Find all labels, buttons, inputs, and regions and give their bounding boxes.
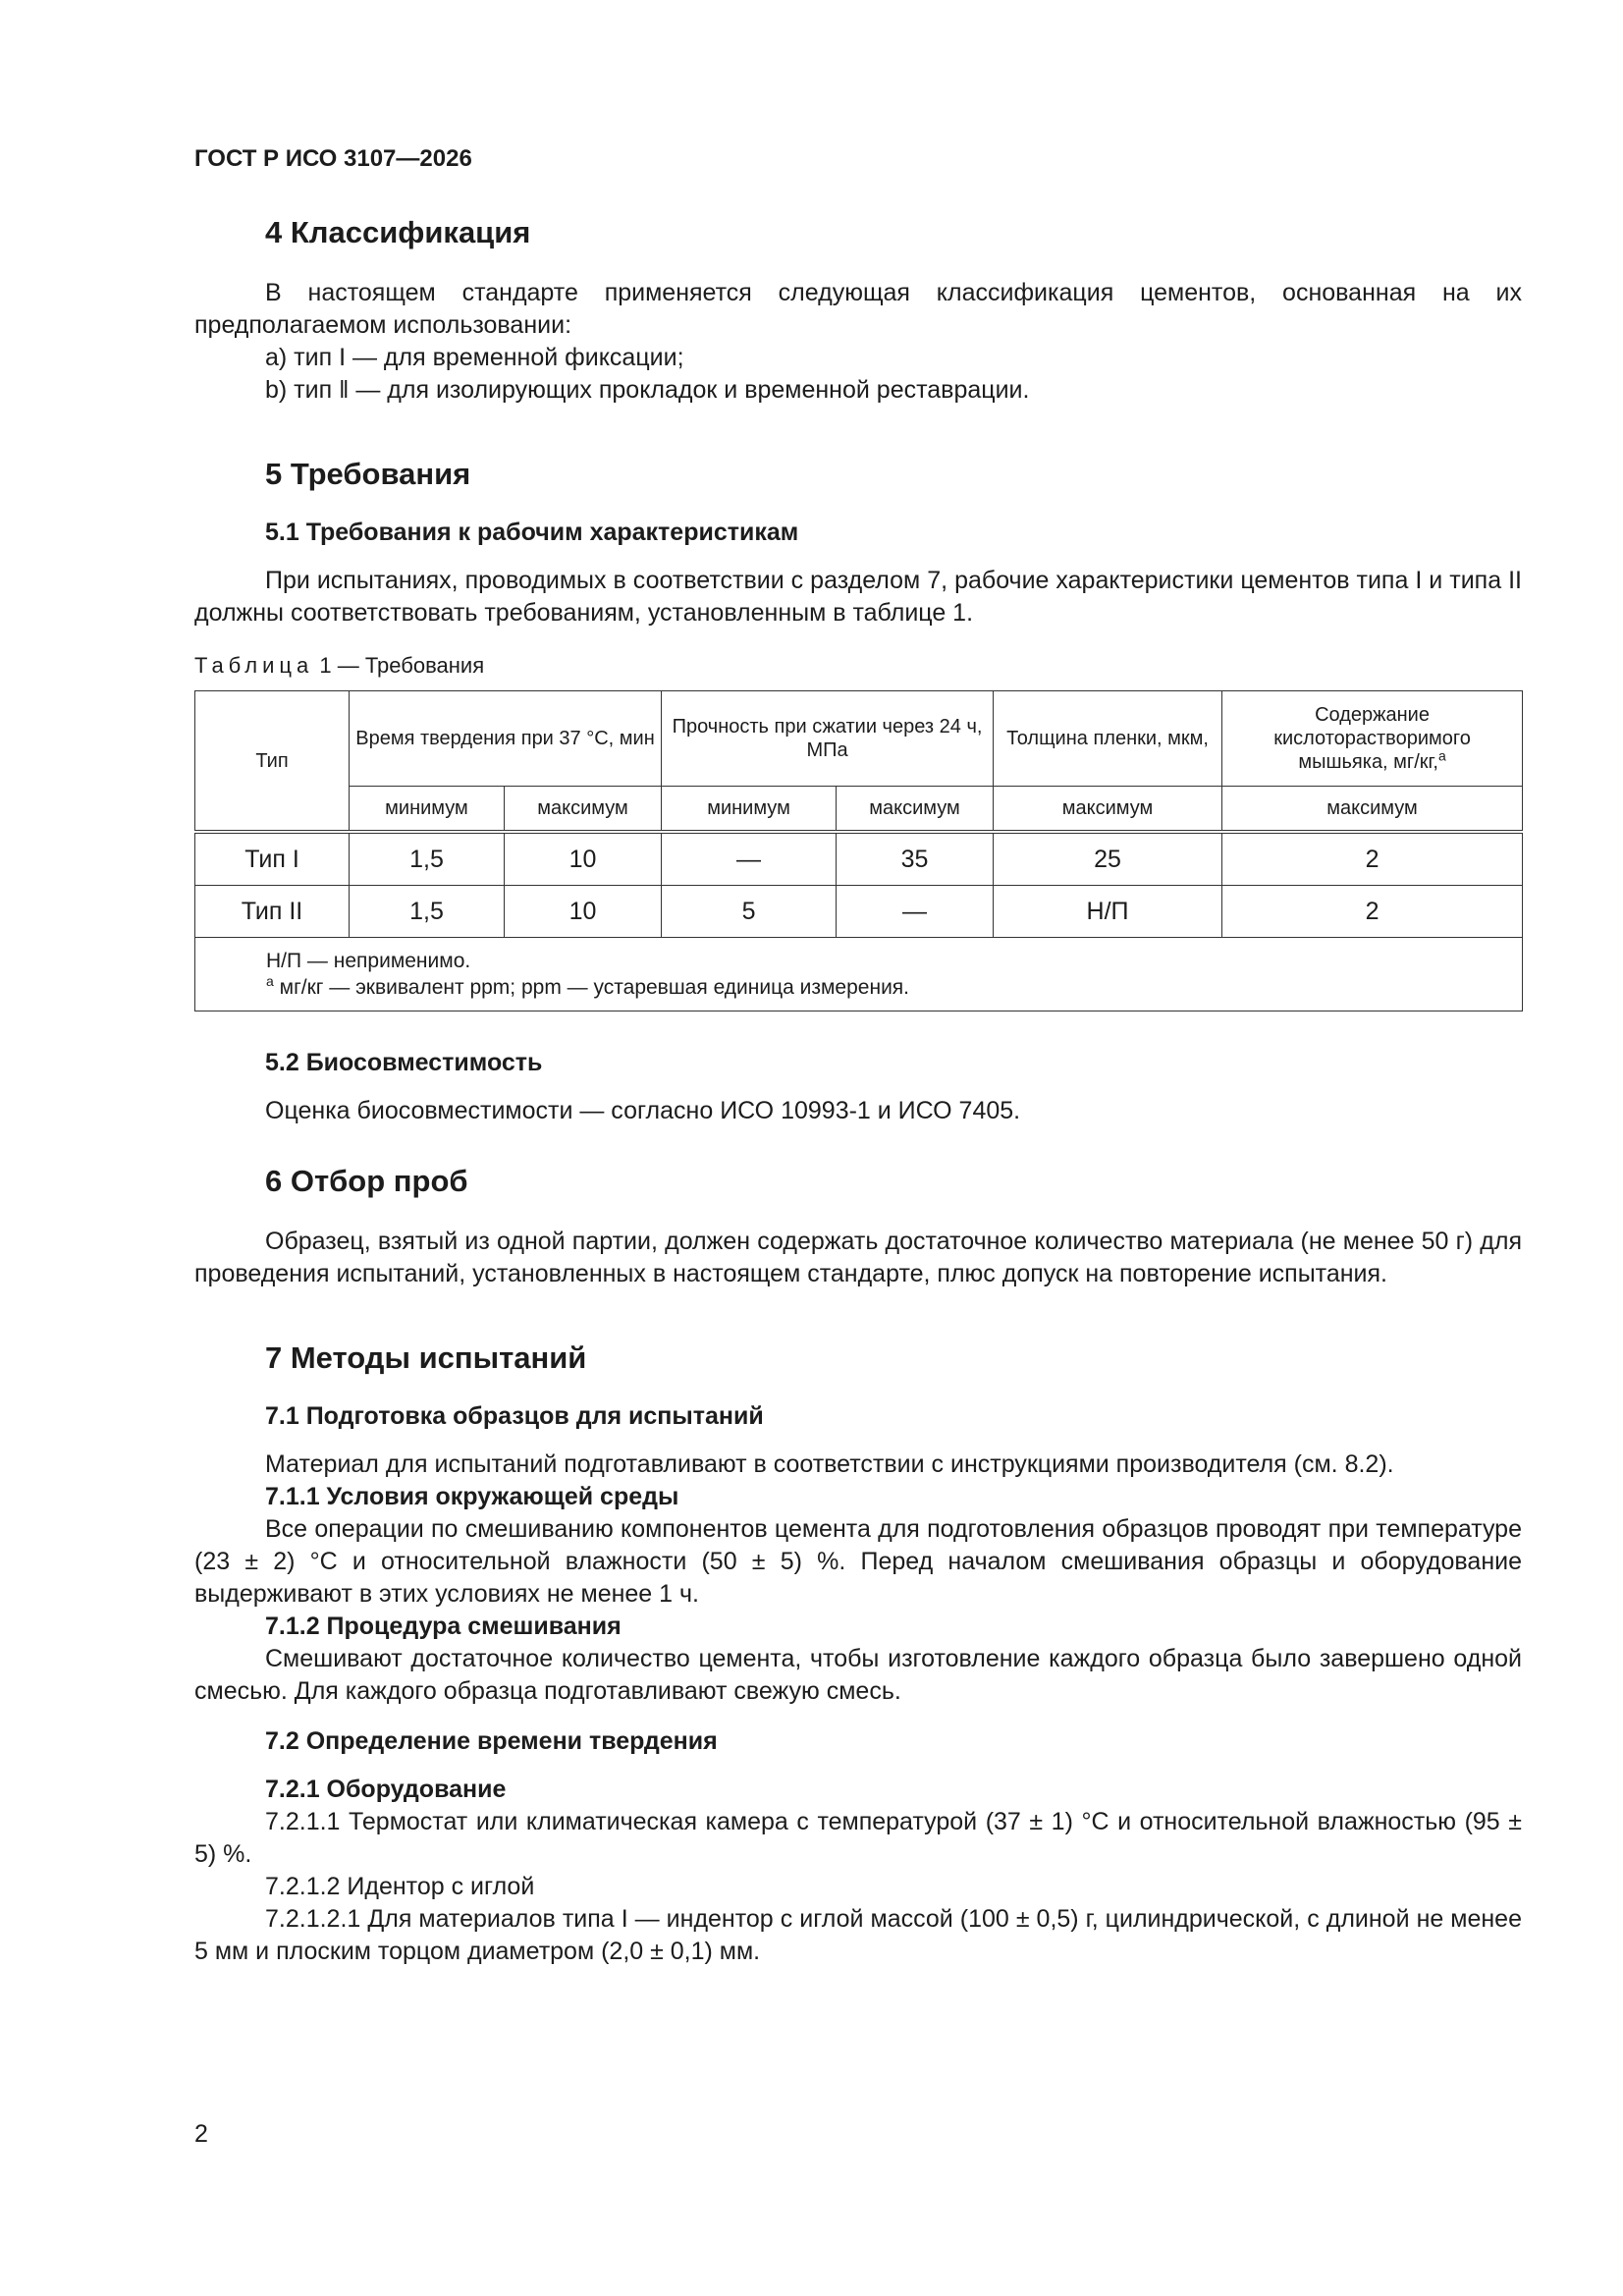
page-number: 2 (194, 2120, 208, 2148)
section-7-1-text: Материал для испытаний подготавливают в соответствии с инструкциями производителя (см. 8.2). (265, 1450, 1394, 1479)
document-id-header: ГОСТ Р ИСО 3107—2026 (194, 145, 472, 172)
subheader-setting-max: максимум (505, 787, 662, 833)
document-page (194, 147, 1522, 1968)
paragraph-7-2-1-2: 7.2.1.2 Идентор с иглой (265, 1872, 535, 1900)
classification-item-b: b) тип ‖ — для изолирующих прокладок и временной реставрации. (265, 376, 1030, 405)
header-arsenic-footnote-mark: a (1437, 747, 1446, 764)
section-7-1-1-text: Все операции по смешиванию компонентов цемента для подготовления образцов проводят при температуре (23 ± 2) °C и относительной влажности (50 ± 5) %. Перед началом смешивания образцы и оборудование выдерживают в этих условиях не менее 1 ч. (194, 1515, 1522, 1609)
header-arsenic-content (1222, 691, 1523, 787)
classification-item-a: a) тип I — для временной фиксации; (265, 344, 684, 372)
cell-type: Тип I (195, 832, 350, 886)
subheader-arsenic-max: максимум (1222, 787, 1523, 833)
section-4-intro: В настоящем стандарте применяется следующая классификация цементов, основанная на их предполагаемом использовании: (194, 279, 1522, 340)
paragraph-7-2-1-1: 7.2.1.1 Термостат или климатическая камера с температурой (37 ± 1) °C и относительной влажностью (95 ± 5) %. (194, 1807, 1522, 1868)
table-note-na: Н/П — неприменимо. (266, 950, 471, 973)
section-7-1-title: 7.1 Подготовка образцов для испытаний (265, 1402, 764, 1431)
footnote-mark: a (266, 973, 274, 990)
cell-film-max: 25 (994, 832, 1222, 886)
section-4-title: 4 Классификация (265, 215, 531, 249)
section-5-title: 5 Требования (265, 457, 471, 492)
table-caption-rest: 1 — Требования (313, 652, 485, 678)
paragraph-7-2-1-2-1: 7.2.1.2.1 Для материалов типа I — индентор с иглой массой (100 ± 0,5) г, цилиндрической, с длиной не менее 5 мм и плоским торцом диаметром (2,0 ± 0,1) мм. (194, 1904, 1522, 1965)
cell-strength-min: — (662, 832, 837, 886)
cell-arsenic-max: 2 (1222, 886, 1523, 938)
subheader-film-max: максимум (994, 787, 1222, 833)
cell-setting-min: 1,5 (350, 886, 505, 938)
subheader-strength-max: максимум (837, 787, 994, 833)
cell-setting-min: 1,5 (350, 832, 505, 886)
cell-setting-max: 10 (505, 832, 662, 886)
table-caption (194, 653, 1522, 679)
cell-strength-max: 35 (837, 832, 994, 886)
section-6-title: 6 Отбор проб (265, 1164, 468, 1199)
subheader-strength-min: минимум (662, 787, 837, 833)
subheader-setting-min: минимум (350, 787, 505, 833)
section-5-1-text: При испытаниях, проводимых в соответствии с разделом 7, рабочие характеристики цементов типа I и типа II должны соответствовать требованиям, установленным в таблице 1. (194, 566, 1522, 627)
table-row (195, 832, 1523, 886)
footnote-text: мг/кг — эквивалент ppm; ppm — устаревшая единица измерения. (273, 976, 910, 1000)
cell-setting-max: 10 (505, 886, 662, 938)
section-7-1-2-text: Смешивают достаточное количество цемента, чтобы изготовление каждого образца было завершено одной смесью. Для каждого образца подготавливают свежую смесь. (194, 1645, 1522, 1706)
table-notes (195, 938, 1523, 1011)
section-7-1-2-title: 7.1.2 Процедура смешивания (265, 1613, 622, 1641)
section-7-title: 7 Методы испытаний (265, 1340, 587, 1376)
section-6-text: Образец, взятый из одной партии, должен содержать достаточное количество материала (не менее 50 г) для проведения испытаний, установленных в настоящем стандарте, плюс допуск на повторение испытания. (194, 1228, 1522, 1288)
section-7-2-1-title: 7.2.1 Оборудование (265, 1775, 507, 1803)
cell-arsenic-max: 2 (1222, 832, 1523, 886)
section-7-1-1-title: 7.1.1 Условия окружающей среды (265, 1483, 679, 1511)
header-arsenic-text: Содержание кислоторастворимого мышьяка, мг/кг, (1273, 704, 1471, 774)
section-5-2-title: 5.2 Биосовместимость (265, 1049, 543, 1077)
requirements-table (194, 690, 1523, 1011)
header-setting-time: Время твердения при 37 °C, мин (350, 691, 662, 787)
section-5-2-text: Оценка биосовместимости — согласно ИСО 10993-1 и ИСО 7405. (265, 1097, 1021, 1125)
cell-strength-min: 5 (662, 886, 837, 938)
cell-film-max: Н/П (994, 886, 1222, 938)
section-7-2-title: 7.2 Определение времени твердения (265, 1727, 718, 1756)
table-row (195, 886, 1523, 938)
cell-type: Тип II (195, 886, 350, 938)
header-type: Тип (195, 691, 350, 833)
cell-strength-max: — (837, 886, 994, 938)
header-compressive-strength: Прочность при сжатии через 24 ч, МПа (662, 691, 994, 787)
table-caption-word: Таблица (194, 652, 314, 678)
table-note-footnote (266, 974, 1516, 1001)
section-5-1-title: 5.1 Требования к рабочим характеристикам (265, 519, 799, 547)
header-film-thickness: Толщина пленки, мкм, (994, 691, 1222, 787)
